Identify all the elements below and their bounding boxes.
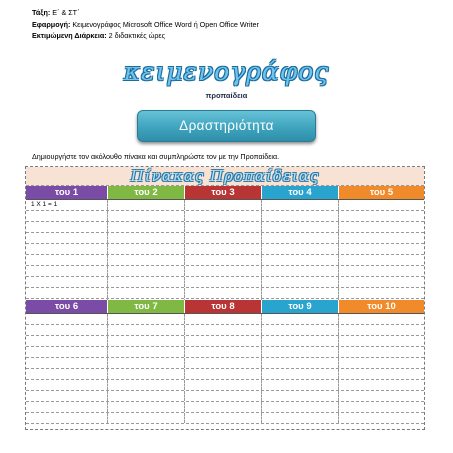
table-cell[interactable]	[339, 336, 424, 346]
table-row	[26, 380, 424, 391]
table-cell[interactable]	[262, 336, 339, 346]
table-cell[interactable]	[108, 358, 185, 368]
table-row	[26, 325, 424, 336]
table-cell[interactable]	[339, 211, 424, 221]
table-cell[interactable]	[26, 325, 108, 335]
table-cell[interactable]	[185, 314, 262, 324]
table-cell[interactable]	[185, 200, 262, 210]
table-cell[interactable]	[108, 380, 185, 390]
table-cell[interactable]	[108, 200, 185, 210]
table-cell[interactable]	[108, 288, 185, 298]
logo-subtitle: προπαίδεια	[205, 91, 248, 100]
table-cell[interactable]	[26, 277, 108, 287]
header-cell[interactable]: του 9	[262, 300, 339, 313]
times-table-top-section	[26, 186, 424, 310]
table-cell[interactable]	[339, 413, 424, 423]
header-row-top	[26, 186, 424, 200]
table-cell[interactable]	[185, 244, 262, 254]
table-cell[interactable]	[108, 325, 185, 335]
table-cell[interactable]	[26, 402, 108, 412]
table-cell[interactable]	[108, 391, 185, 401]
table-cell[interactable]	[262, 277, 339, 287]
table-cell[interactable]: 1 Χ 1 = 1	[26, 200, 108, 210]
table-row	[26, 222, 424, 233]
table-cell[interactable]	[108, 211, 185, 221]
table-cell[interactable]	[185, 347, 262, 357]
table-cell[interactable]	[26, 288, 108, 298]
table-row	[26, 288, 424, 299]
table-cell[interactable]	[339, 314, 424, 324]
table-cell[interactable]	[185, 336, 262, 346]
table-cell[interactable]	[108, 233, 185, 243]
word-processor-logo: κειμενογράφος	[123, 57, 330, 86]
table-cell[interactable]	[108, 402, 185, 412]
table-row	[26, 211, 424, 222]
table-cell[interactable]	[108, 244, 185, 254]
table-cell[interactable]	[26, 233, 108, 243]
table-cell[interactable]	[185, 255, 262, 265]
header-cell[interactable]: του 4	[262, 186, 339, 199]
table-cell[interactable]	[339, 391, 424, 401]
table-row	[26, 369, 424, 380]
header-cell[interactable]: του 5	[339, 186, 424, 199]
table-cell[interactable]	[26, 369, 108, 379]
duration-label: Εκτιμώμενη Διάρκεια:	[32, 31, 107, 40]
table-cell[interactable]	[262, 233, 339, 243]
table-cell[interactable]	[339, 325, 424, 335]
header-cell[interactable]: του 8	[185, 300, 262, 313]
table-cell[interactable]	[108, 369, 185, 379]
table-cell[interactable]	[339, 222, 424, 232]
table-cell[interactable]	[185, 233, 262, 243]
table-cell[interactable]	[26, 222, 108, 232]
table-cell[interactable]	[185, 369, 262, 379]
table-cell[interactable]	[26, 380, 108, 390]
table-cell[interactable]	[108, 347, 185, 357]
table-row	[26, 244, 424, 255]
table-row	[26, 200, 424, 211]
table-cell[interactable]	[185, 222, 262, 232]
grade-value: Ε΄ & ΣΤ΄	[52, 8, 80, 17]
table-cell[interactable]	[339, 277, 424, 287]
table-cell[interactable]	[262, 358, 339, 368]
header-cell[interactable]: του 3	[185, 186, 262, 199]
table-cell[interactable]	[185, 413, 262, 423]
table-row	[26, 314, 424, 325]
table-row	[26, 391, 424, 402]
table-cell[interactable]	[262, 255, 339, 265]
table-cell[interactable]	[185, 391, 262, 401]
table-row	[26, 255, 424, 266]
table-title: Πίνακας Προπαίδειας	[26, 167, 424, 186]
table-cell[interactable]	[262, 266, 339, 276]
table-cell[interactable]	[262, 369, 339, 379]
table-cell[interactable]	[262, 325, 339, 335]
instruction-text: Δημιουργήστε τον ακόλουθο πίνακα και συμπληρώστε τον με την Προπαίδεια.	[32, 152, 280, 161]
table-cell[interactable]	[262, 347, 339, 357]
table-cell[interactable]	[26, 358, 108, 368]
table-cell[interactable]	[26, 255, 108, 265]
table-cell[interactable]	[339, 380, 424, 390]
table-row	[26, 266, 424, 277]
table-cell[interactable]	[108, 314, 185, 324]
table-cell[interactable]	[26, 266, 108, 276]
header-cell[interactable]: του 10	[339, 300, 424, 313]
application-value: Κειμενογράφος Microsoft Office Word ή Open Office Writer	[72, 20, 259, 29]
table-cell[interactable]	[262, 288, 339, 298]
table-row	[26, 402, 424, 413]
table-cell[interactable]	[26, 391, 108, 401]
header-cell[interactable]: του 2	[108, 186, 185, 199]
table-cell[interactable]	[108, 266, 185, 276]
table-cell[interactable]	[339, 255, 424, 265]
table-row	[26, 413, 424, 424]
activity-banner: Δραστηριότητα	[137, 110, 316, 142]
table-cell[interactable]	[262, 244, 339, 254]
table-cell[interactable]	[108, 413, 185, 423]
table-cell[interactable]	[262, 413, 339, 423]
table-cell[interactable]	[339, 358, 424, 368]
table-cell[interactable]	[339, 347, 424, 357]
times-table	[25, 166, 425, 430]
table-cell[interactable]	[26, 347, 108, 357]
header-cell[interactable]: του 7	[108, 300, 185, 313]
table-row	[26, 233, 424, 244]
table-cell[interactable]	[185, 288, 262, 298]
application-line	[32, 20, 259, 29]
table-cell[interactable]	[108, 222, 185, 232]
table-cell[interactable]	[185, 358, 262, 368]
table-row	[26, 277, 424, 288]
table-cell[interactable]	[339, 266, 424, 276]
header-row-bottom	[26, 300, 424, 314]
application-label: Εφαρμογή:	[32, 20, 71, 29]
table-cell[interactable]	[185, 266, 262, 276]
table-cell[interactable]	[339, 244, 424, 254]
table-cell[interactable]	[185, 277, 262, 287]
header-cell[interactable]: του 6	[26, 300, 108, 313]
table-cell[interactable]	[339, 288, 424, 298]
duration-value: 2 διδακτικές ώρες	[108, 31, 166, 40]
table-cell[interactable]	[339, 369, 424, 379]
table-cell[interactable]	[185, 380, 262, 390]
duration-line	[32, 31, 165, 40]
table-cell[interactable]	[262, 402, 339, 412]
table-cell[interactable]	[262, 380, 339, 390]
table-cell[interactable]	[26, 211, 108, 221]
table-cell[interactable]	[262, 314, 339, 324]
grade-label: Τάξη:	[32, 8, 51, 17]
table-cell[interactable]	[108, 277, 185, 287]
table-row	[26, 347, 424, 358]
table-cell[interactable]	[339, 233, 424, 243]
table-cell[interactable]	[339, 402, 424, 412]
table-cell[interactable]	[26, 336, 108, 346]
table-cell[interactable]	[262, 222, 339, 232]
table-cell[interactable]	[185, 402, 262, 412]
table-cell[interactable]	[108, 255, 185, 265]
table-row	[26, 336, 424, 347]
table-cell[interactable]	[339, 200, 424, 210]
table-cell[interactable]	[262, 391, 339, 401]
table-cell[interactable]	[26, 413, 108, 423]
table-cell[interactable]	[185, 211, 262, 221]
table-cell[interactable]	[26, 244, 108, 254]
times-table-bottom-section	[26, 300, 424, 424]
header-cell[interactable]: του 1	[26, 186, 108, 199]
table-cell[interactable]	[185, 325, 262, 335]
table-cell[interactable]	[108, 336, 185, 346]
table-cell[interactable]	[262, 200, 339, 210]
grade-line	[32, 8, 79, 17]
table-row	[26, 358, 424, 369]
table-cell[interactable]	[26, 314, 108, 324]
table-cell[interactable]	[262, 211, 339, 221]
